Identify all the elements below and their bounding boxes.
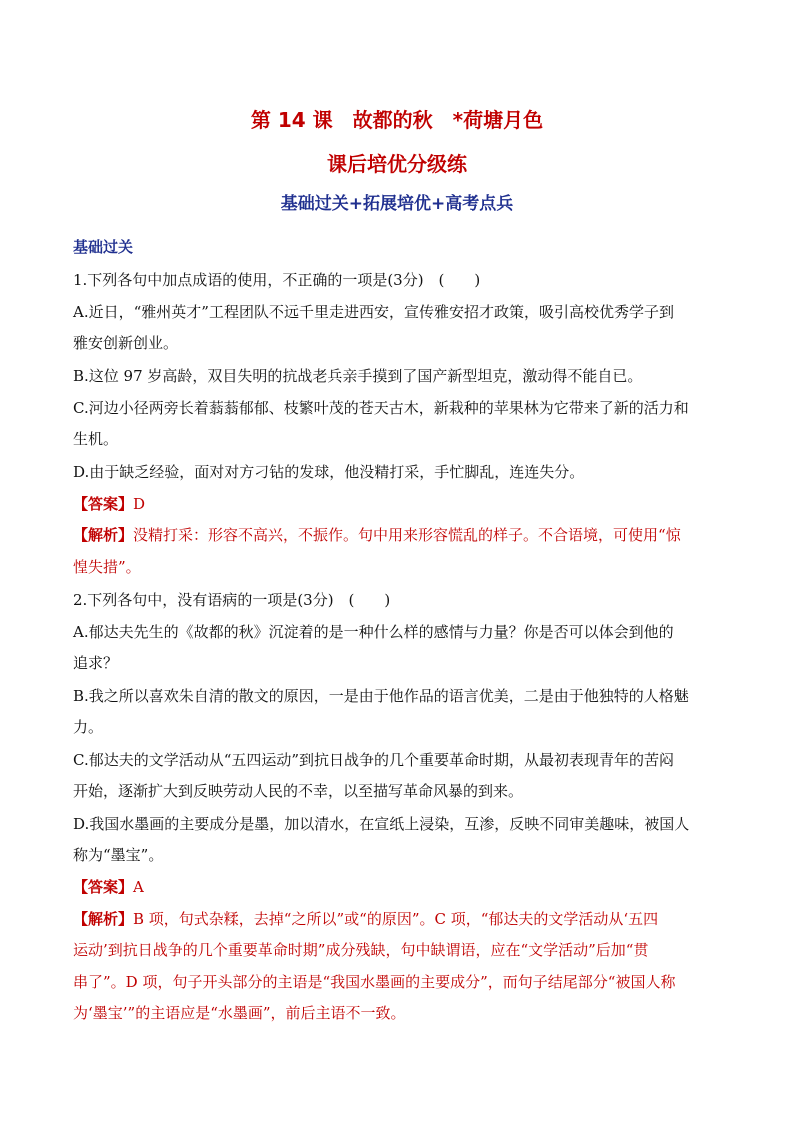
q2-option-a: A.郁达夫先生的《故都的秋》沉淀着的是一种什么样的感情与力量？你是否可以体会到他的	[73, 623, 674, 641]
q1-option-a: A.近日，“雅州英才”工程团队不远千里走进西安，宣传雅安招才政策，吸引高校优秀学子到	[73, 303, 674, 321]
answer-label: 【答案】	[73, 495, 134, 513]
analysis-label: 【解析】	[73, 910, 134, 928]
q1-option-c-cont: 生机。	[73, 430, 119, 448]
analysis-text: 没精打采：形容不高兴，不振作。句中用来形容慌乱的样子。不合语境，可使用“惊	[133, 526, 681, 544]
q2-option-c-cont: 开始，逐渐扩大到反映劳动人民的不幸，以至描写革命风暴的到来。	[73, 782, 524, 800]
analysis-text: B 项，句式杂糅，去掉“之所以”或“的原因”。C 项，“郁达夫的文学活动从‘五四	[133, 910, 659, 928]
q2-analysis-cont-2: 串了”。D 项，句子开头部分的主语是“我国水墨画的主要成分”，而句子结尾部分“被国人称	[73, 973, 676, 991]
analysis-label: 【解析】	[73, 526, 134, 544]
q1-stem: 1.下列各句中加点成语的使用，不正确的一项是(3分) ( )	[73, 271, 481, 289]
answer-value: D	[133, 495, 146, 513]
q2-analysis-cont-3: 为‘墨宝’”的主语应是“水墨画”，前后主语不一致。	[73, 1004, 406, 1022]
q1-answer	[73, 494, 145, 514]
answer-label: 【答案】	[73, 878, 134, 896]
answer-value: A	[133, 878, 144, 896]
q2-option-a-cont: 追求？	[73, 654, 119, 672]
q1-option-d: D.由于缺乏经验，面对对方刁钻的发球，他没精打采，手忙脚乱，连连失分。	[73, 463, 585, 481]
section-heading: 基础过关	[73, 238, 134, 256]
q2-analysis	[73, 909, 658, 929]
lesson-tagline: 基础过关+拓展培优+高考点兵	[280, 194, 514, 214]
q2-option-b-cont: 力。	[73, 718, 104, 736]
lesson-title: 第 14 课 故都的秋 *荷塘月色	[250, 108, 544, 132]
q2-answer	[73, 877, 144, 897]
q1-option-b: B.这位 97 岁高龄，双目失明的抗战老兵亲手摸到了国产新型坦克，激动得不能自已。	[73, 367, 643, 385]
lesson-subtitle: 课后培优分级练	[327, 152, 467, 176]
q2-option-c: C.郁达夫的文学活动从“五四运动”到抗日战争的几个重要革命时期，从最初表现青年的苦闷	[73, 751, 675, 769]
q1-option-a-cont: 雅安创新创业。	[73, 334, 179, 352]
q2-stem: 2.下列各句中，没有语病的一项是(3分) ( )	[73, 591, 391, 609]
q2-option-d: D.我国水墨画的主要成分是墨，加以清水，在宣纸上浸染，互渗，反映不同审美趣味，被国人	[73, 815, 690, 833]
q2-option-d-cont: 称为“墨宝”。	[73, 846, 164, 864]
q1-analysis	[73, 525, 681, 545]
q2-analysis-cont-1: 运动’到抗日战争的几个重要革命时期”成分残缺，句中缺谓语，应在“文学活动”后加“贯	[73, 941, 649, 959]
q2-option-b: B.我之所以喜欢朱自清的散文的原因，一是由于他作品的语言优美，二是由于他独特的人格魅	[73, 687, 689, 705]
q1-option-c: C.河边小径两旁长着蓊蓊郁郁、枝繁叶茂的苍天古木，新栽种的苹果林为它带来了新的活力和	[73, 399, 689, 417]
q1-analysis-cont: 惶失措”。	[73, 558, 141, 576]
